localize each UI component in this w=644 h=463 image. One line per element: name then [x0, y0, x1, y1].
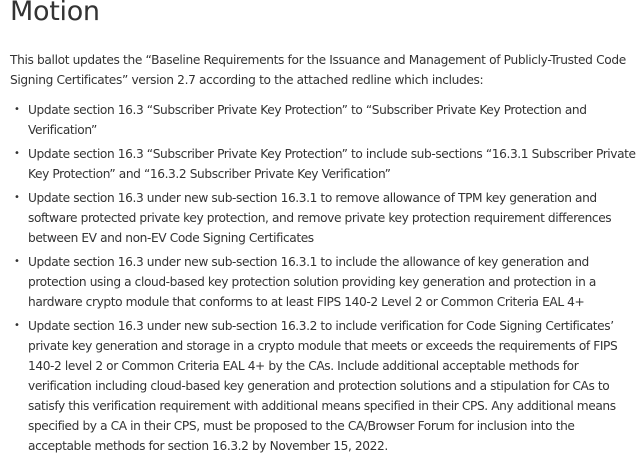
- list-item-text: Update section 16.3 under new sub-section 16.3.2 to include verification for Code Signing Certificates’ private key generation and storage in a crypto module that meets or exceeds the requirements of FIPS 140-2 level 2 or Common Criteria EAL 4+ by the CAs. Include additional acceptable methods for verification including cloud-based key generation and protection solutions and a stipulation for CAs to satisfy this verification requirement with additional means specified in their CPS. Any additional means specified by a CA in their CPS, must be proposed to the CA/Browser Forum for inclusion into the acceptable methods for section 16.3.2 by November 15, 2022.: [28, 319, 618, 453]
- page-title: Motion: [10, 0, 100, 27]
- list-item: [14, 252, 638, 312]
- list-item-text: Update section 16.3 under new sub-section 16.3.1 to include the allowance of key generation and protection using a cloud-based key protection solution providing key generation and protection in a hardware crypto module that conforms to at least FIPS 140-2 Level 2 or Common Criteria EAL 4+: [28, 255, 596, 309]
- list-item-text: Update section 16.3 “Subscriber Private Key Protection” to “Subscriber Private Key Protection and Verification”: [28, 103, 587, 137]
- changes-list: [10, 100, 638, 456]
- list-item: [14, 188, 638, 248]
- list-item-text: Update section 16.3 “Subscriber Private Key Protection” to include sub-sections “16.3.1 Subscriber Private Key Protection” and “16.3.2 Subscriber Private Key Verification”: [28, 147, 636, 181]
- intro-paragraph: This ballot updates the “Baseline Requirements for the Issuance and Management of Publicly-Trusted Code Signing Certificates” version 2.7 according to the attached redline which includes:: [10, 53, 626, 87]
- list-item: [14, 316, 638, 456]
- list-item-text: Update section 16.3 under new sub-section 16.3.1 to remove allowance of TPM key generation and software protected private key protection, and remove private key protection requirement differences between EV and non-EV Code Signing Certificates: [28, 191, 612, 245]
- bullet-icon: •: [14, 192, 20, 203]
- list-item: [14, 100, 638, 140]
- bullet-icon: •: [14, 104, 20, 115]
- bullet-icon: •: [14, 320, 20, 331]
- bullet-icon: •: [14, 256, 20, 267]
- list-item: [14, 144, 638, 184]
- bullet-icon: •: [14, 148, 20, 159]
